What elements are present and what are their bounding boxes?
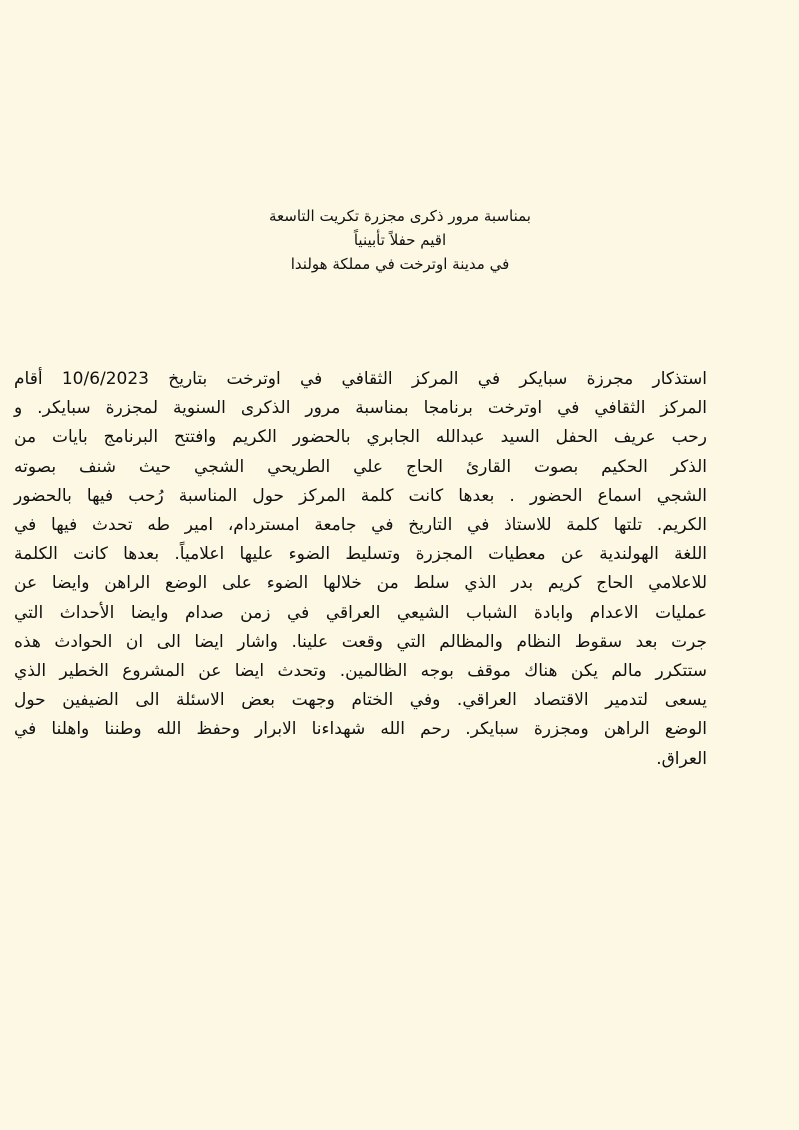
body-line: الكريم. تلتها كلمة للاستاذ في التاريخ في جامعة امستردام، امير طه تحدث فيها في <box>14 515 707 536</box>
body-line-last: العراق. <box>656 748 707 769</box>
heading-line-event: اقيم حفلاً تأبينياً <box>353 231 447 249</box>
body-line: المركز الثقافي في اوترخت برنامجا بمناسبة مرور الذكرى السنوية لمجزرة سبايكر. و <box>14 398 707 419</box>
body-line: رحب عريف الحفل السيد عبدالله الجابري بالحضور الكريم وافتتح البرنامج بايات من <box>14 427 707 448</box>
heading-line-location: في مدينة اوترخت في مملكة هولندا <box>290 255 510 273</box>
body-line: جرت بعد سقوط النظام والمظالم التي وقعت علينا. واشار ايضا الى ان الحوادث هذه <box>14 631 707 652</box>
heading-line-occasion: بمناسبة مرور ذكرى مجزرة تكريت التاسعة <box>269 207 531 225</box>
body-line: للاعلامي الحاج كريم بدر الذي سلط من خلالها الضوء على الوضع الراهن وايضا عن <box>14 573 707 594</box>
body-line: الشجي اسماع الحضور . بعدها كانت كلمة المركز حول المناسبة رُحب فيها بالحضور <box>14 485 707 506</box>
article-body <box>14 365 707 774</box>
body-line: اللغة الهولندية عن معطيات المجزرة وتسليط الضوء عليها اعلامياً. بعدها كانت الكلمة <box>14 544 707 565</box>
body-line: الذكر الحكيم بصوت القارئ الحاج علي الطريحي الشجي حيث شنف بصوته <box>14 456 707 477</box>
body-line: ستتكرر مالم يكن هناك موقف بوجه الظالمين. وتحدث ايضا عن المشروع الخطير الذي <box>14 661 707 682</box>
body-line: يسعى لتدمير الاقتصاد العراقي. وفي الختام وجهت بعض الاسئلة الى الضيفين حول <box>14 690 707 711</box>
announcement-heading <box>200 204 600 276</box>
body-line: استذكار مجرزة سبايكر في المركز الثقافي في اوترخت بتاريخ 10/6/2023 أقام <box>14 369 707 389</box>
body-line: عمليات الاعدام وابادة الشباب الشيعي العراقي في زمن صدام وايضا الأحداث التي <box>14 602 707 623</box>
body-line: الوضع الراهن ومجزرة سبايكر. رحم الله شهداءنا الابرار وحفظ الله وطننا واهلنا في <box>14 719 707 740</box>
